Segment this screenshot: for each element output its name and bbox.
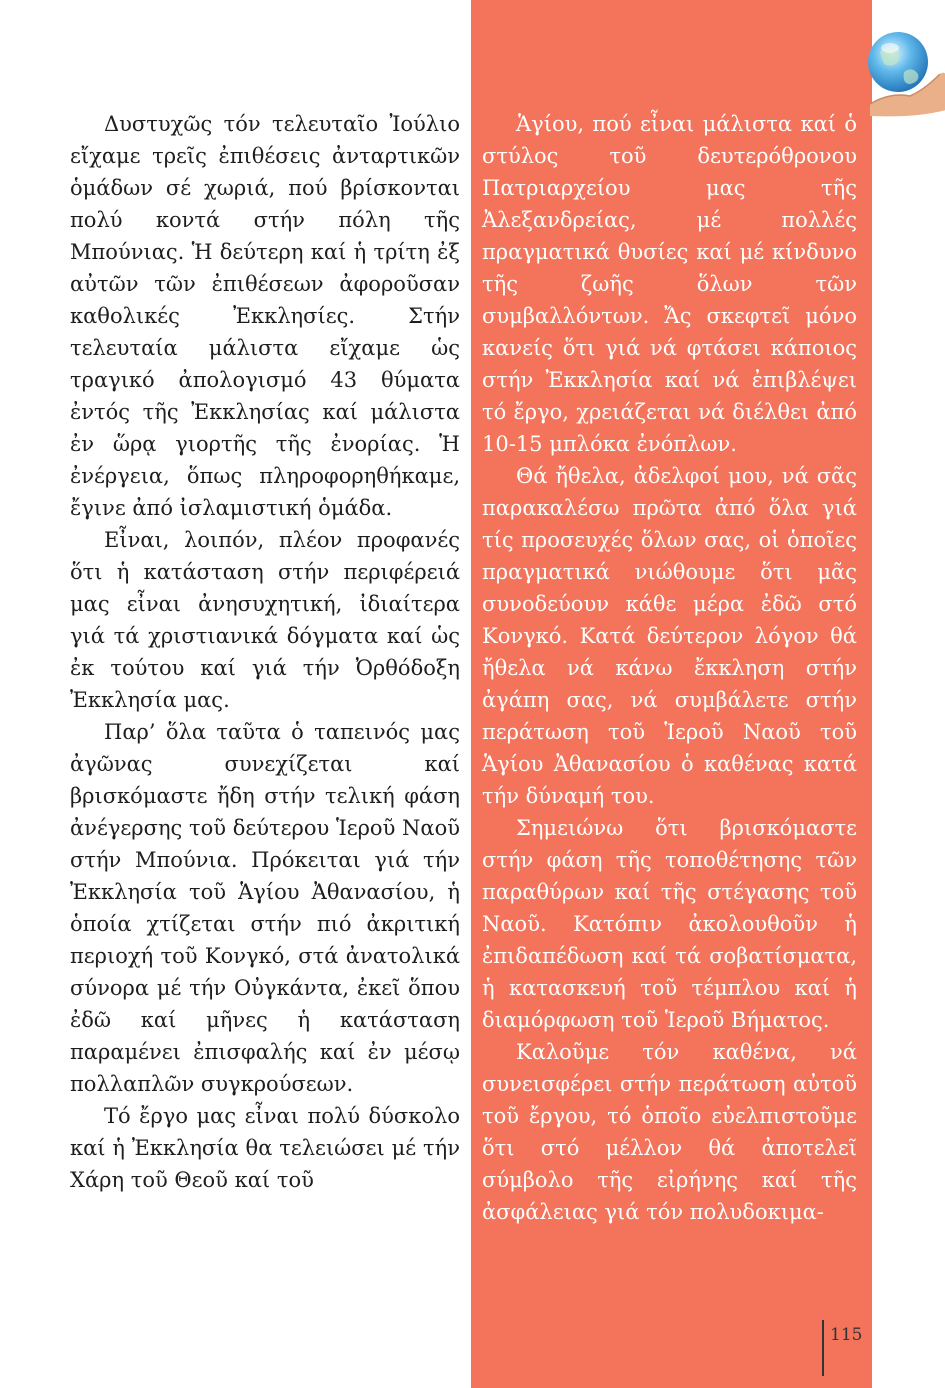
paragraph: Ἁγίου, πού εἶναι μάλιστα καί ὁ στύλος τοῦ δευτερόθρονου Πατριαρχείου μας τῆς Ἀλεξανδρείας, μέ πολλές πραγματικά θυσίες καί μέ κίνδυνο τῆς ζωῆς ὅλων τῶν συμβαλλόντων. Ἄς σκεφτεῖ μόνο κανείς ὅτι γιά νά φτάσει κάποιος στήν Ἐκκλησία καί νά ἐπιβλέψει τό ἔργο, χρειάζεται νά διέλθει ἀπό 10-15 μπλόκα ἐνόπλων. <box>482 112 857 456</box>
paragraph: Δυστυχῶς τόν τελευταῖο Ἰούλιο εἴχαμε τρεῖς ἐπιθέσεις ἀνταρτικῶν ὁμάδων σέ χωριά, πού βρίσκονται πολύ κοντά στήν πόλη τῆς Μπούνιας. Ἡ δεύτερη καί ἡ τρίτη ἐξ αὐτῶν τῶν ἐπιθέσεων ἀφοροῦσαν καθολικές Ἐκκλησίες. Στήν τελευταία μάλιστα εἴχαμε ὡς τραγικό ἀπολογισμό 43 θύματα ἐντός τῆς Ἐκκλησίας καί μάλιστα ἐν ὥρᾳ γιορτῆς τῆς ἐνορίας. Ἡ ἐνέργεια, ὅπως πληροφορηθήκαμε, ἔγινε ἀπό ἰσλαμιστική ὁμάδα. <box>70 112 460 520</box>
paragraph: Τό ἔργο μας εἶναι πολύ δύσκολο καί ἡ Ἐκκλησία θα τελειώσει μέ τήν Χάρη τοῦ Θεοῦ καί τοῦ <box>70 1104 460 1192</box>
page-number-rule <box>822 1320 824 1376</box>
paragraph: Καλοῦμε τόν καθένα, νά συνεισφέρει στήν περάτωση αὐτοῦ τοῦ ἔργου, τό ὁποῖο εὐελπιστοῦμε ὅτι στό μέλλον θά ἀποτελεῖ σύμβολο τῆς εἰρήνης καί τῆς ἀσφάλειας γιά τόν πολυδοκιμα- <box>482 1040 857 1224</box>
page-number: 115 <box>830 1325 863 1345</box>
paragraph: Θά ἤθελα, ἀδελφοί μου, νά σᾶς παρακαλέσω πρῶτα ἀπό ὅλα γιά τίς προσευχές ὅλων σας, οἱ ὁποῖες πραγματικά νιώθουμε ὅτι μᾶς συνοδεύουν κάθε μέρα ἐδῶ στό Κονγκό. Κατά δεύτερον λόγον θά ἤθελα νά κάνω ἔκκληση στήν ἀγάπη σας, νά συμβάλετε στήν περάτωση τοῦ Ἱεροῦ Ναοῦ τοῦ Ἁγίου Ἀθανασίου ὁ καθένας κατά τήν δύναμή του. <box>482 464 857 808</box>
globe-in-hand-icon <box>866 22 945 118</box>
paragraph: Παρ’ ὅλα ταῦτα ὁ ταπεινός μας ἀγῶνας συνεχίζεται καί βρισκόμαστε ἤδη στήν τελική φάση ἀνέγερσης τοῦ δεύτερου Ἱεροῦ Ναοῦ στήν Μπούνια. Πρόκειται γιά τήν Ἐκκλησία τοῦ Ἁγίου Ἀθανασίου, ἡ ὁποία χτίζεται στήν πιό ἀκριτική περιοχή τοῦ Κονγκό, στά ἀνατολικά σύνορα μέ τήν Οὐγκάντα, ἐκεῖ ὅπου ἐδῶ καί μῆνες ἡ κατάσταση παραμένει ἐπισφαλής καί ἐν μέσῳ πολλαπλῶν συγκρούσεων. <box>70 720 460 1096</box>
right-text-column <box>482 108 857 1228</box>
left-text-column <box>70 108 460 1196</box>
paragraph: Εἶναι, λοιπόν, πλέον προφανές ὅτι ἡ κατάσταση στήν περιφέρειά μας εἶναι ἀνησυχητική, ἰδιαίτερα γιά τά χριστιανικά δόγματα καί ὡς ἐκ τούτου καί γιά τήν Ὀρθόδοξη Ἐκκλησία μας. <box>70 528 460 712</box>
paragraph: Σημειώνω ὅτι βρισκόμαστε στήν φάση τῆς τοποθέτησης τῶν παραθύρων καί τῆς στέγασης τοῦ Ναοῦ. Κατόπιν ἀκολουθοῦν ἡ ἐπιδαπέδωση καί τά σοβατίσματα, ἡ κατασκευή τοῦ τέμπλου καί ἡ διαμόρφωση τοῦ Ἱεροῦ Βήματος. <box>482 816 857 1032</box>
